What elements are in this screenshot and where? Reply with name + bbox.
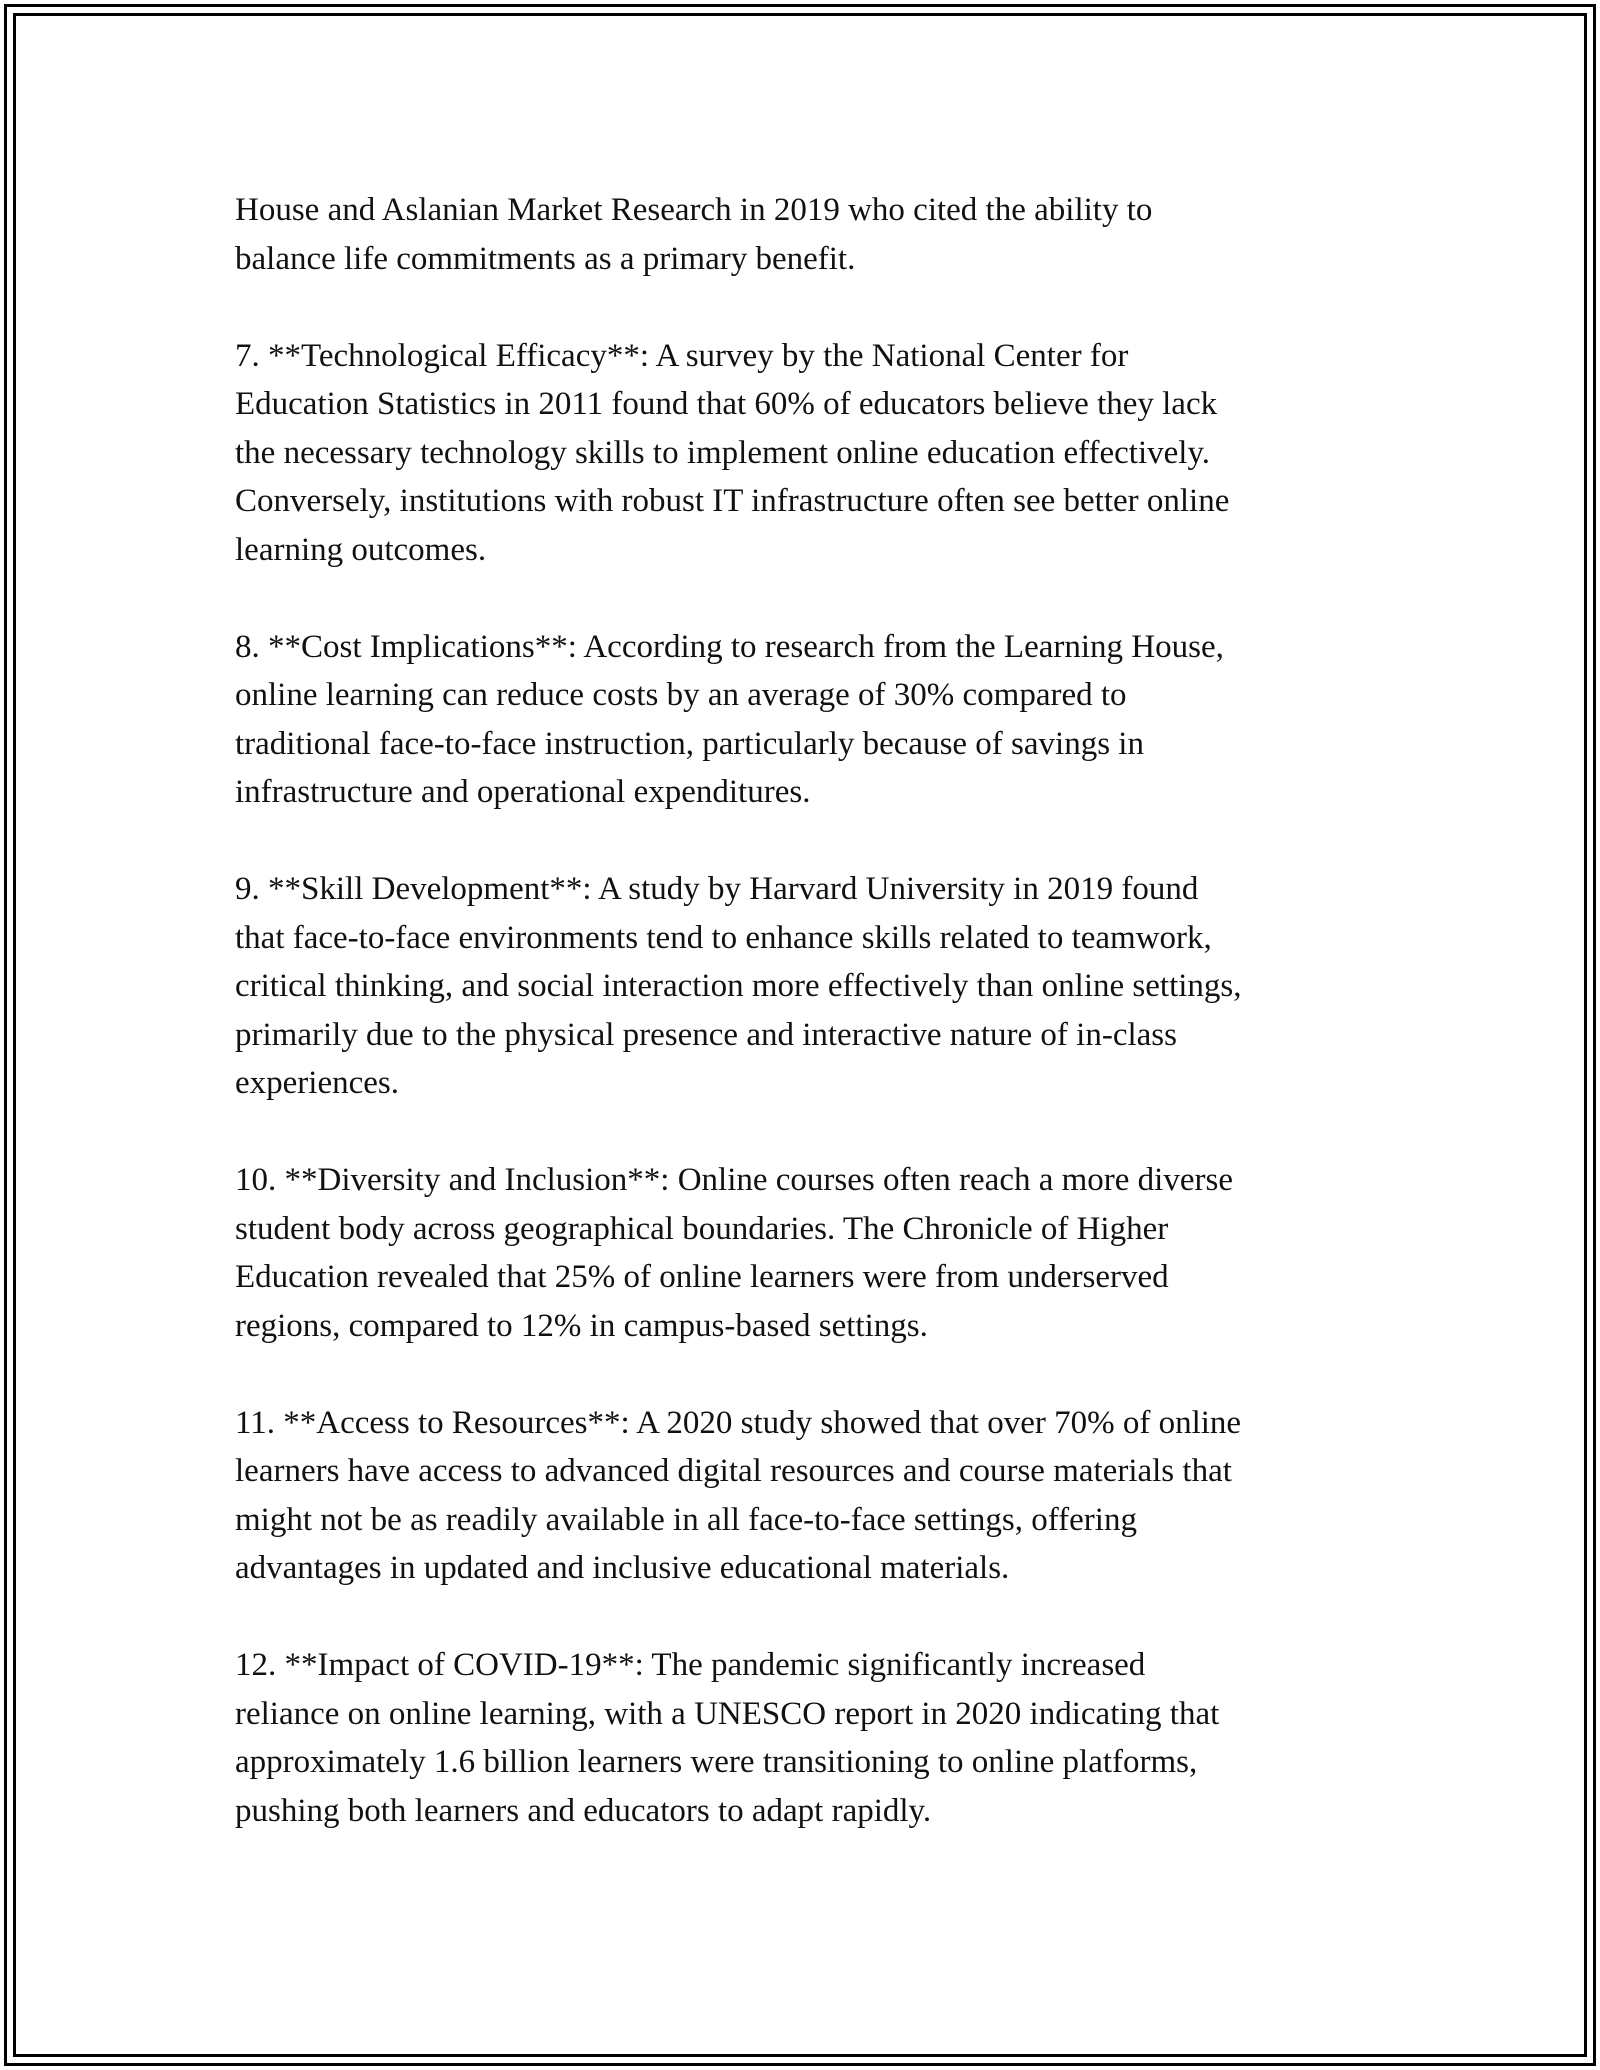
text-line: infrastructure and operational expenditures. (235, 774, 811, 810)
document-body (235, 186, 1385, 1884)
list-item-diversity-inclusion (235, 1156, 1385, 1350)
text-line: might not be as readily available in all face-to-face settings, offering (235, 1501, 1137, 1538)
text-line: pushing both learners and educators to adapt rapidly. (235, 1792, 932, 1829)
text-line: 8. **Cost Implications**: According to research from the Learning House, (235, 628, 1224, 665)
list-item-impact-of-covid (235, 1641, 1385, 1835)
text-line: primarily due to the physical presence and interactive nature of in-class (235, 1016, 1177, 1053)
text-line: critical thinking, and social interaction more effectively than online settings, (235, 968, 1242, 1004)
paragraph-continuation (235, 186, 1385, 283)
list-item-cost-implications (235, 623, 1385, 817)
text-line: advantages in updated and inclusive educational materials. (235, 1550, 1010, 1586)
text-line: Conversely, institutions with robust IT infrastructure often see better online (235, 483, 1230, 519)
text-line: that face-to-face environments tend to enhance skills related to teamwork, (235, 919, 1212, 956)
text-line: regions, compared to 12% in campus-based settings. (235, 1307, 928, 1344)
list-item-access-to-resources (235, 1399, 1385, 1593)
text-line: learners have access to advanced digital resources and course materials that (235, 1453, 1232, 1489)
list-item-technological-efficacy (235, 332, 1385, 575)
text-line: House and Aslanian Market Research in 2019 who cited the ability to (235, 192, 1153, 228)
list-item-skill-development (235, 865, 1385, 1108)
text-line: approximately 1.6 billion learners were transitioning to online platforms, (235, 1744, 1198, 1780)
text-line: 7. **Technological Efficacy**: A survey by the National Center for (235, 337, 1129, 374)
text-line: balance life commitments as a primary benefit. (235, 240, 856, 277)
text-line: traditional face-to-face instruction, particularly because of savings in (235, 725, 1144, 762)
text-line: Education revealed that 25% of online learners were from underserved (235, 1259, 1169, 1295)
text-line: 10. **Diversity and Inclusion**: Online courses often reach a more diverse (235, 1162, 1233, 1198)
text-line: 12. **Impact of COVID-19**: The pandemic significantly increased (235, 1647, 1146, 1683)
text-line: reliance on online learning, with a UNESCO report in 2020 indicating that (235, 1695, 1220, 1732)
text-line: online learning can reduce costs by an average of 30% compared to (235, 677, 1127, 713)
text-line: 9. **Skill Development**: A study by Harvard University in 2019 found (235, 871, 1199, 907)
text-line: Education Statistics in 2011 found that 60% of educators believe they lack (235, 386, 1218, 422)
text-line: student body across geographical boundaries. The Chronicle of Higher (235, 1210, 1169, 1247)
text-line: experiences. (235, 1065, 399, 1101)
text-line: 11. **Access to Resources**: A 2020 study showed that over 70% of online (235, 1404, 1242, 1441)
text-line: the necessary technology skills to implement online education effectively. (235, 434, 1211, 471)
text-line: learning outcomes. (235, 531, 487, 568)
